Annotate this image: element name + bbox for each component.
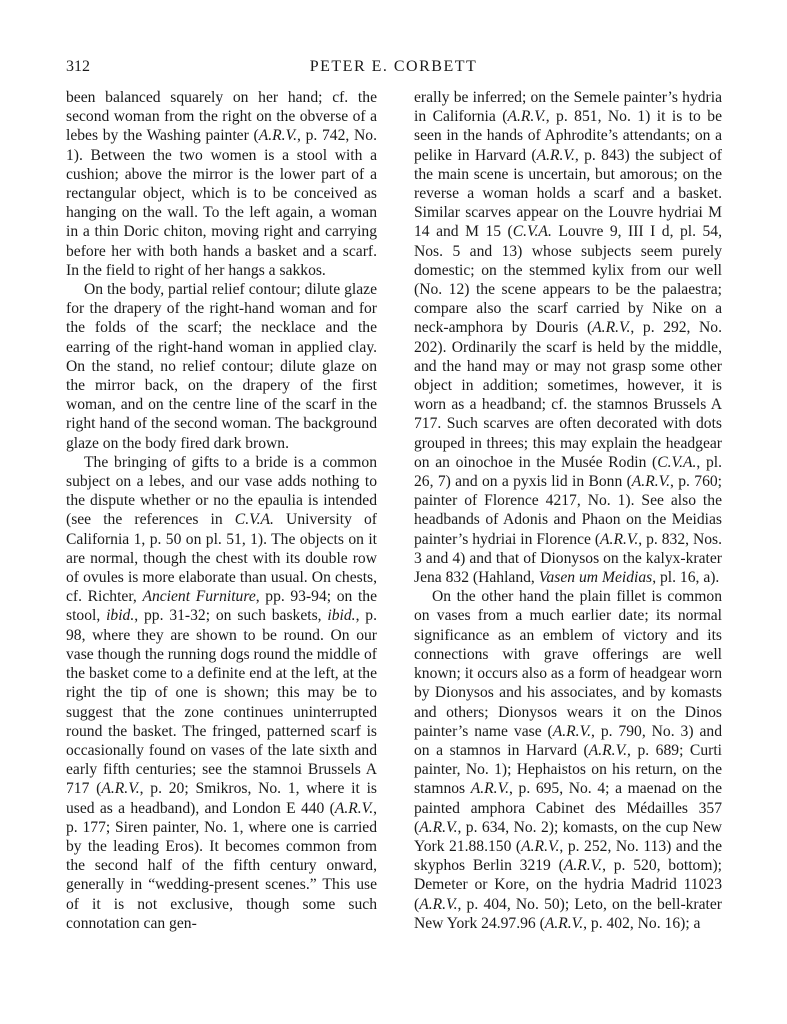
right-column bbox=[414, 88, 722, 933]
paragraph: The bringing of gifts to a bride is a common subject on a lebes, and our vase adds nothing to the dispute whether or no the epaulia is intended (see the references in C.V.A. University of California 1, p. 50 on pl. 51, 1). The objects on it are normal, though the chest with its double row of ovules is more elaborate than usual. On chests, cf. Richter, Ancient Furniture, pp. 93-94; on the stool, ibid., pp. 31-32; on such baskets, ibid., p. 98, where they are shown to be round. On our vase though the running dogs round the middle of the basket come to a definite end at the left, at the right the tip of one is shown; this may be to suggest that the zone continues uninterrupted round the basket. The fringed, patterned scarf is occasionally found on vases of the late sixth and early fifth centuries; see the stamnoi Brussels A 717 (A.R.V., p. 20; Smikros, No. 1, where it is used as a headband), and London E 440 (A.R.V., p. 177; Siren painter, No. 1, where one is carried by the leading Eros). It becomes common from the second half of the fifth century onward, generally in “wedding-present scenes.” This use of it is not exclusive, though some such connotation can gen- bbox=[66, 453, 377, 932]
paragraph: On the other hand the plain fillet is common on vases from a much earlier date; its normal significance as an emblem of victory and its connections with grave offerings are well known; it occurs also as a form of headgear worn by Dionysos and his associates, and by komasts and others; Dionysos wears it on the Dinos painter’s name vase (A.R.V., p. 790, No. 3) and on a stamnos in Harvard (A.R.V., p. 689; Curti painter, No. 1); Hephaistos on his return, on the stamnos A.R.V., p. 695, No. 4; a maenad on the painted amphora Cabinet des Médailles 357 (A.R.V., p. 634, No. 2); komasts, on the cup New York 21.88.150 (A.R.V., p. 252, No. 113) and the skyphos Berlin 3219 (A.R.V., p. 520, bottom); Demeter or Kore, on the hydria Madrid 11023 (A.R.V., p. 404, No. 50); Leto, on the bell-krater New York 24.97.96 (A.R.V., p. 402, No. 16); a bbox=[414, 588, 722, 932]
page-number: 312 bbox=[66, 58, 90, 75]
paragraph: erally be inferred; on the Semele painter’s hydria in California (A.R.V., p. 851, No. 1) it is to be seen in the hands of Aphrodite’s attendants; on a pelike in Harvard (A.R.V., p. 843) the subject of the main scene is uncertain, but amorous; on the reverse a woman holds a scarf and a basket. Similar scarves appear on the Louvre hydriai M 14 and M 15 (C.V.A. Louvre 9, III I d, pl. 54, Nos. 5 and 13) whose subjects seem purely domestic; on the stemmed kylix from our well (No. 12) the scene appears to be the palaestra; compare also the scarf carried by Nike on a neck-amphora by Douris (A.R.V., p. 292, No. 202). Ordinarily the scarf is held by the middle, and the hand may or may not grasp some other object in addition; sometimes, however, it is worn as a headband; cf. the stamnos Brussels A 717. Such scarves are often decorated with dots grouped in threes; this may explain the headgear on an oinochoe in the Musée Rodin (C.V.A., pl. 26, 7) and on a pyxis lid in Bonn (A.R.V., p. 760; painter of Florence 4217, No. 1). See also the headbands of Adonis and Phaon on the Meidias painter’s hydriai in Florence (A.R.V., p. 832, Nos. 3 and 4) and that of Dionysos on the kalyx-krater Jena 832 (Hahland, Vasen um Meidias, pl. 16, a). bbox=[414, 89, 722, 587]
running-head: PETER E. CORBETT bbox=[309, 58, 478, 75]
left-column bbox=[66, 88, 377, 933]
paragraph: been balanced squarely on her hand; cf. the second woman from the right on the obverse of a lebes by the Washing painter (A.R.V., p. 742, No. 1). Between the two women is a stool with a cushion; above the mirror is the lower part of a rectangular object, which is to be conceived as hanging on the wall. To the left again, a woman in a thin Doric chiton, moving right and carrying before her with both hands a basket and a scarf. In the field to right of her hangs a sakkos. bbox=[66, 89, 377, 279]
page-header bbox=[0, 58, 787, 82]
paragraph: On the body, partial relief contour; dilute glaze for the drapery of the right-hand woman and for the folds of the scarf; the necklace and the earring of the right-hand woman in applied clay. On the stand, no relief contour; dilute glaze on the mirror back, on the drapery of the first woman, and on the centre line of the scarf in the right hand of the second woman. The background glaze on the body fired dark brown. bbox=[66, 281, 377, 452]
